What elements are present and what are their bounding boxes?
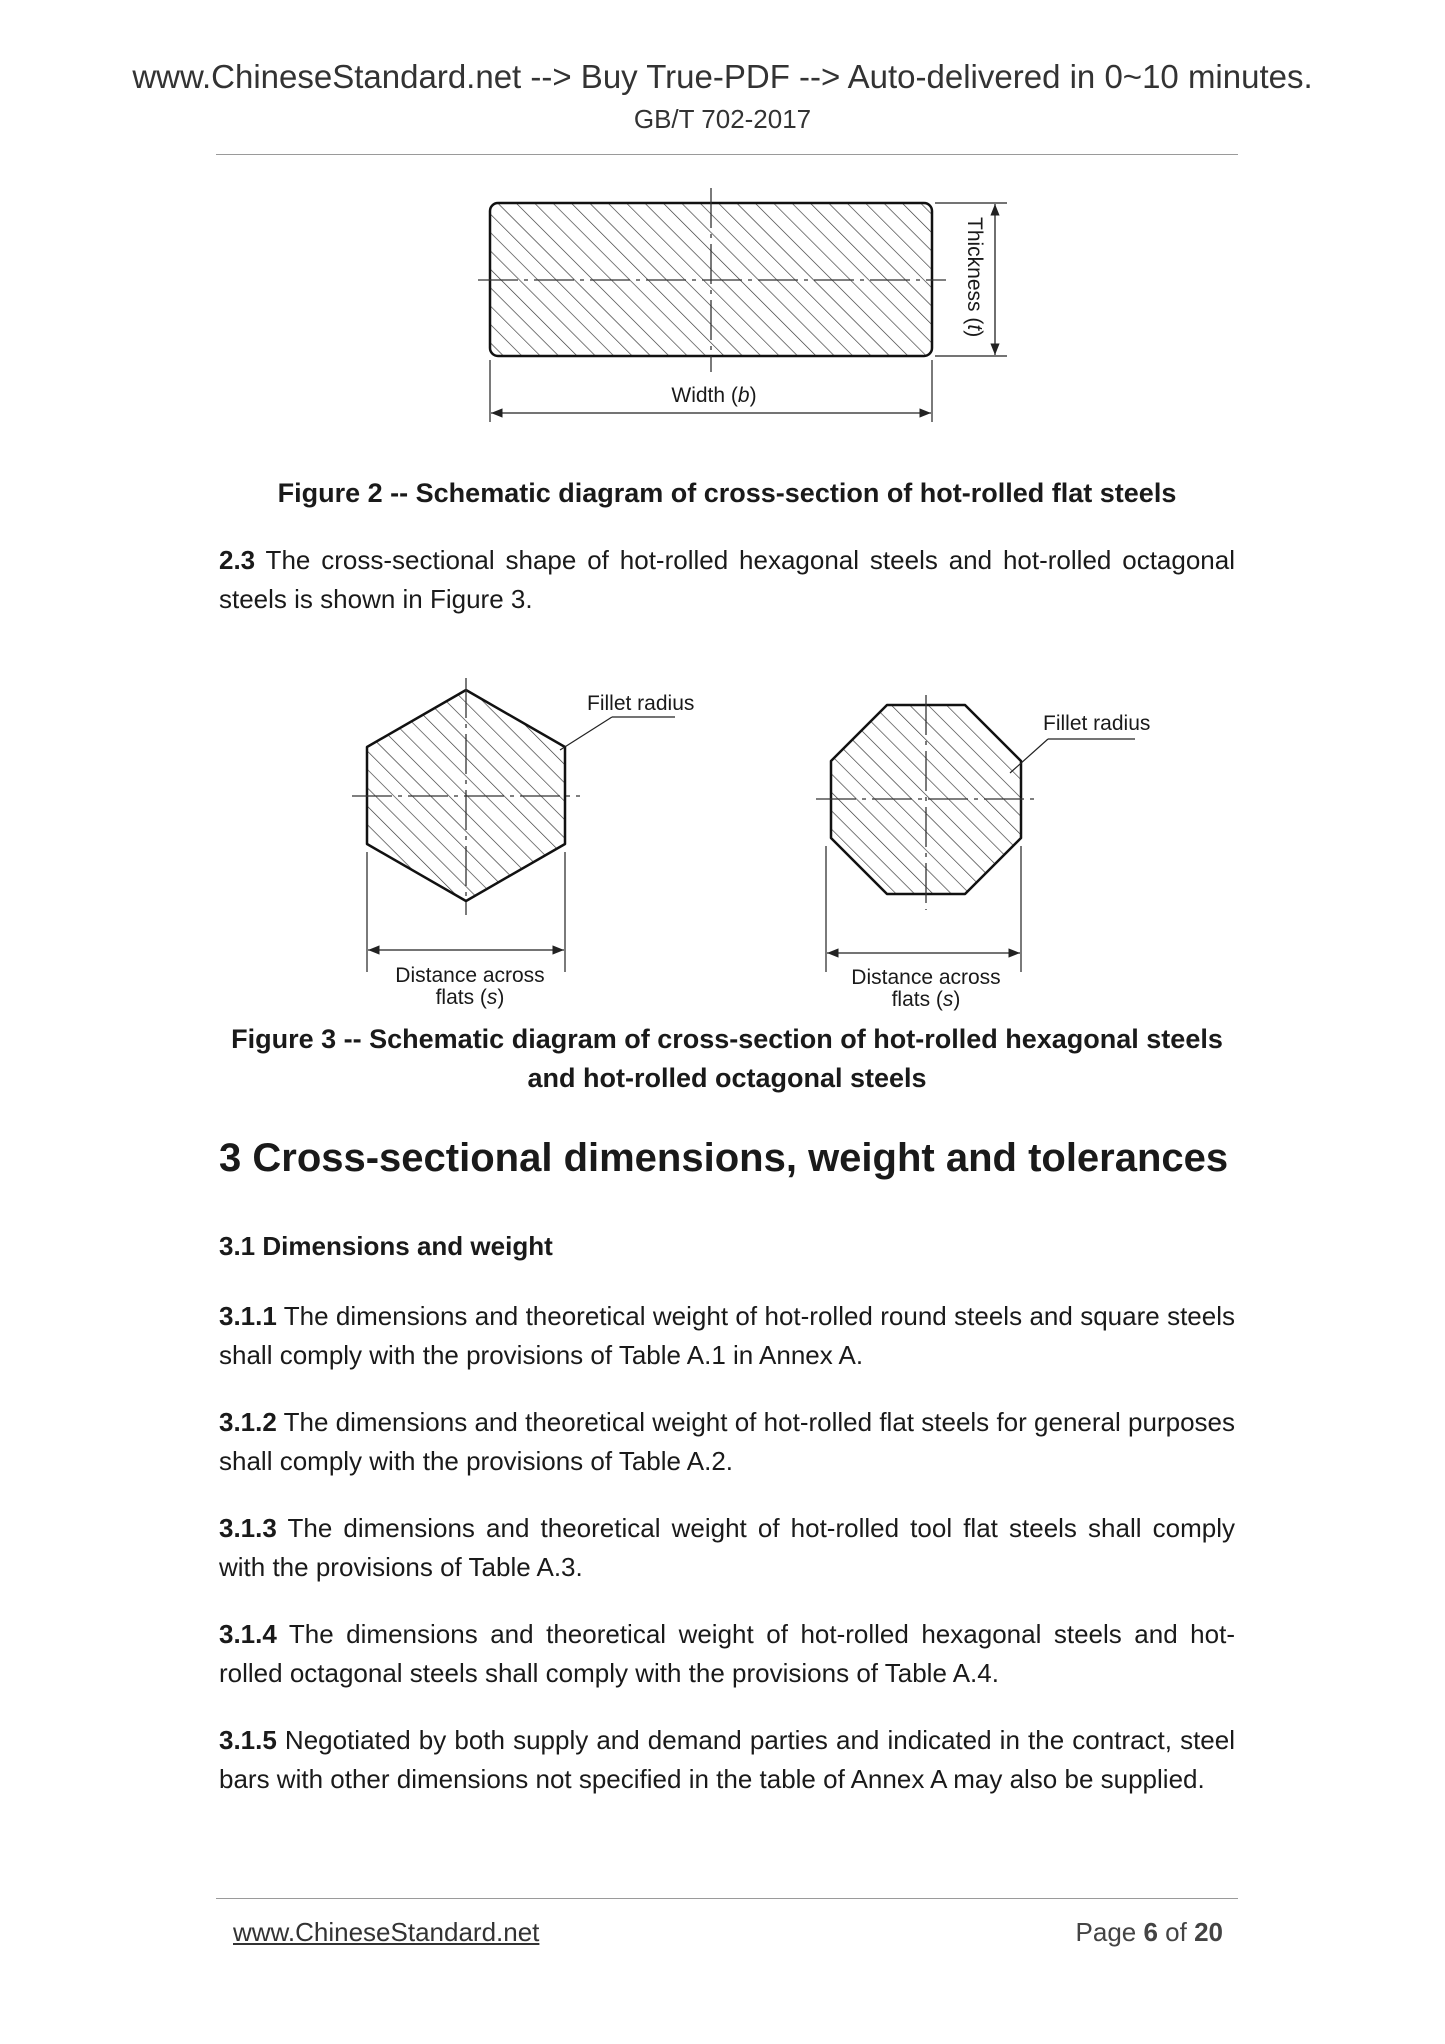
- figure-2-diagram: [0, 0, 1445, 440]
- figure-3-caption-line-1: Figure 3 -- Schematic diagram of cross-section of hot-rolled hexagonal steels: [231, 1024, 1223, 1054]
- page-indicator: Page 6 of 20: [1075, 1917, 1223, 1947]
- figure-2-caption: Figure 2 -- Schematic diagram of cross-section of hot-rolled flat steels: [277, 478, 1177, 508]
- clause-3-1-5: 3.1.5 Negotiated by both supply and demand parties and indicated in the contract, steel bars with other dimensions not specified in the table of Annex A may also be supplied.: [219, 1725, 1235, 1794]
- section-3-1-heading: 3.1 Dimensions and weight: [219, 1231, 553, 1261]
- clause-3-1-1: 3.1.1 The dimensions and theoretical weight of hot-rolled round steels and square steels shall comply with the provisions of Table A.1 in Annex A.: [219, 1301, 1235, 1370]
- width-label: Width (b): [671, 384, 757, 407]
- footer-divider: [216, 1898, 1238, 1899]
- oct-distance-label-2: flats (s): [891, 988, 961, 1011]
- footer-website-link[interactable]: www.ChineseStandard.net: [233, 1917, 540, 1947]
- clause-3-1-3: 3.1.3 The dimensions and theoretical weight of hot-rolled tool flat steels shall comply with the provisions of Table A.3.: [219, 1513, 1235, 1582]
- hex-fillet-radius-label: Fillet radius: [587, 692, 695, 715]
- hex-distance-label-2: flats (s): [435, 986, 505, 1009]
- figure-3-caption-line-2: and hot-rolled octagonal steels: [527, 1063, 927, 1093]
- oct-fillet-radius-label: Fillet radius: [1043, 712, 1151, 735]
- header-banner: www.ChineseStandard.net --> Buy True-PDF --> Auto-delivered in 0~10 minutes.: [132, 58, 1313, 95]
- paragraph-2-3: 2.3 The cross-sectional shape of hot-rolled hexagonal steels and hot-rolled octagonal steels is shown in Figure 3.: [219, 545, 1235, 614]
- thickness-label: Thickness (t): [963, 217, 986, 338]
- section-3-heading: 3 Cross-sectional dimensions, weight and tolerances: [219, 1136, 1229, 1180]
- clause-3-1-4: 3.1.4 The dimensions and theoretical weight of hot-rolled hexagonal steels and hot-rolled octagonal steels shall comply with the provisions of Table A.4.: [219, 1619, 1235, 1688]
- hex-distance-label: Distance across: [395, 964, 545, 987]
- hex-fillet-leader: [560, 717, 612, 750]
- figure-3-caption: [216, 1020, 1238, 1098]
- clause-3-1-2: 3.1.2 The dimensions and theoretical weight of hot-rolled flat steels for general purposes shall comply with the provisions of Table A.2.: [219, 1407, 1235, 1476]
- oct-distance-label: Distance across: [851, 966, 1001, 989]
- figure-3-diagram: [0, 660, 1445, 1020]
- standard-number: GB/T 702-2017: [633, 104, 812, 134]
